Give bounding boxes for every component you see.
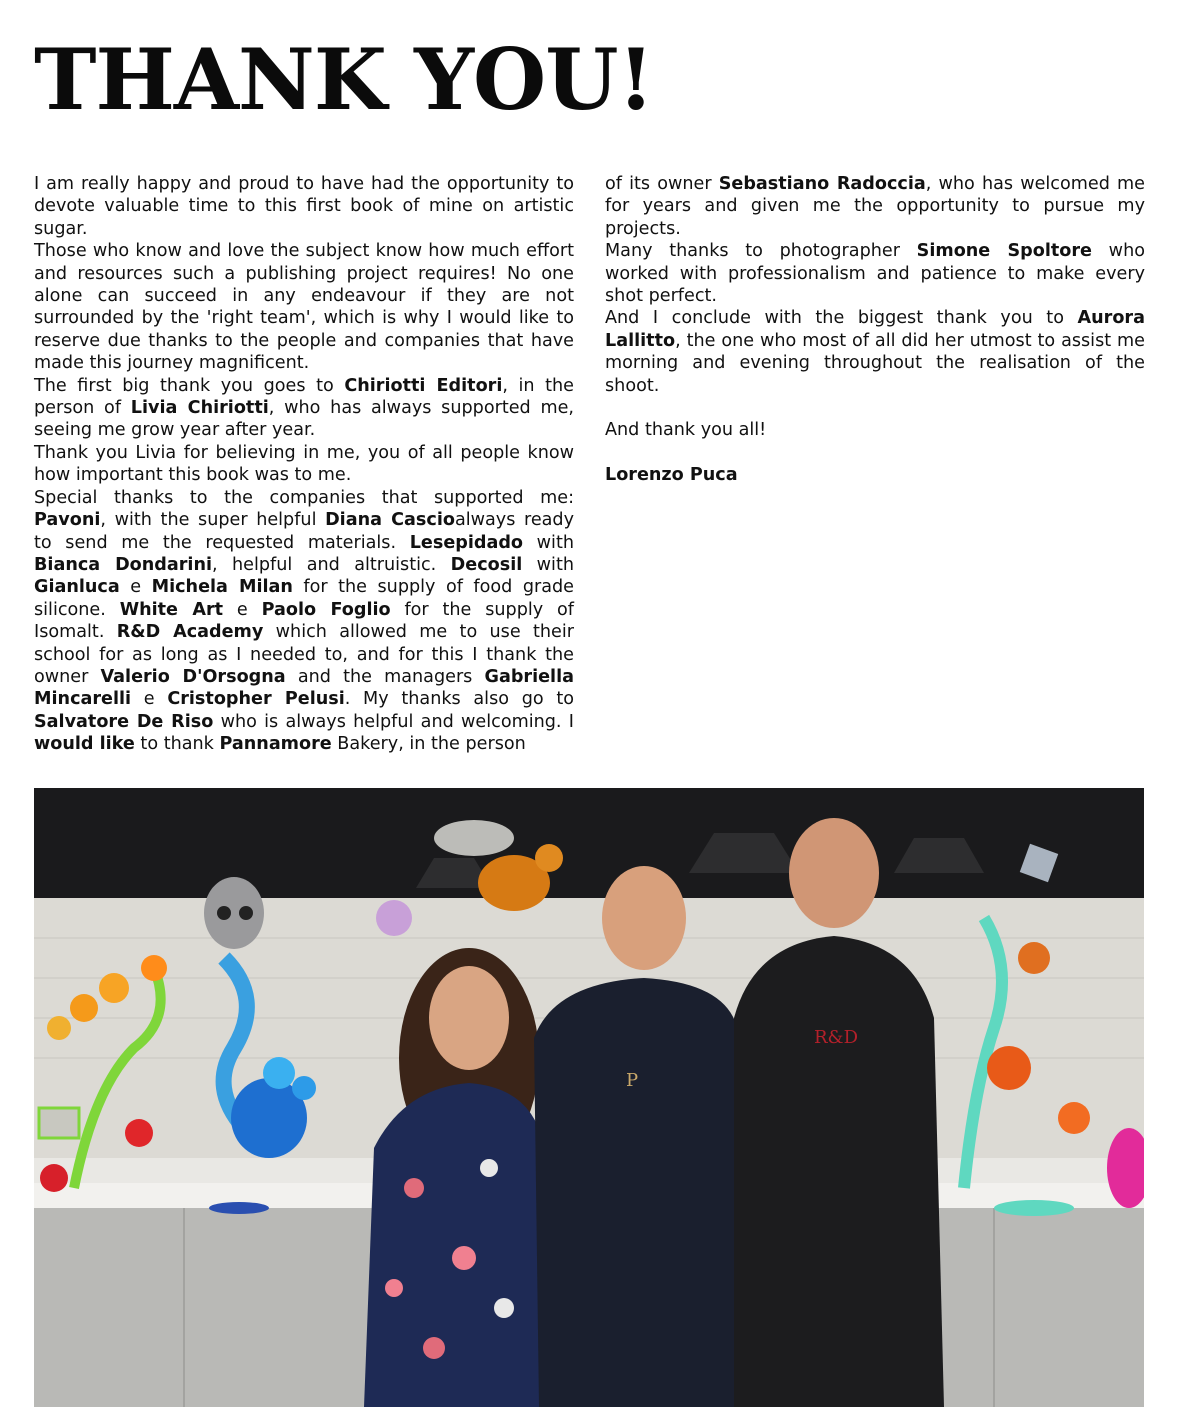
- bold-name: Salvatore De Riso: [34, 711, 214, 732]
- bold-name: Pavoni: [34, 510, 101, 531]
- text-run: with: [523, 532, 574, 553]
- paragraph: [605, 173, 1145, 240]
- text-run: , who has welcomed me for years and given me the opportunity to pursue my projects.: [605, 174, 1145, 239]
- text-run: to thank: [134, 734, 220, 755]
- text-run: who is always helpful and welcoming. I: [213, 711, 574, 732]
- text-run: always ready to send me the requested materials.: [34, 510, 575, 553]
- text-run: who worked with professionalism and patience to make every shot perfect.: [605, 241, 1145, 307]
- paragraph: [34, 442, 574, 487]
- text-run: Bakery, in the person: [331, 734, 526, 755]
- text-run: , who has always supported me, seeing me grow year after year.: [34, 398, 575, 441]
- bold-name: Valerio D'Orsogna: [100, 666, 286, 687]
- bold-name: Chiriotti Editori: [344, 375, 503, 396]
- right-text-column: [605, 173, 1145, 487]
- bold-name: White Art: [119, 599, 224, 620]
- text-run: , with the super helpful: [100, 510, 326, 531]
- jacket-logo-left: P: [626, 1070, 639, 1091]
- text-run: And I conclude with the biggest thank you to: [605, 308, 1078, 329]
- bold-name: Michela Milan: [151, 577, 293, 598]
- bold-name: Paolo Foglio: [261, 599, 391, 620]
- text-run: Special thanks to the companies that supported me:: [34, 487, 574, 508]
- text-run: e: [119, 577, 152, 598]
- paragraph: [34, 173, 574, 240]
- text-run: Thank you Livia for believing in me, you of all people know how important this book was to me.: [34, 442, 574, 486]
- bold-name: Diana Cascio: [325, 510, 455, 531]
- paragraph: [34, 487, 574, 756]
- text-run: for the supply of Isomalt.: [34, 599, 574, 643]
- page-title: THANK YOU!: [34, 30, 654, 129]
- text-run: . My thanks also go to: [344, 689, 574, 710]
- jacket-logo-right: R&D: [814, 1027, 859, 1048]
- paragraph: [605, 307, 1145, 397]
- bold-name: Sebastiano Radoccia: [718, 174, 926, 194]
- text-run: and the managers: [285, 666, 485, 687]
- bold-name: Bianca Dondarini: [34, 554, 213, 575]
- paragraph: [605, 442, 1145, 464]
- text-run: Many thanks to photographer: [605, 241, 917, 262]
- text-run: of its owner: [605, 174, 719, 194]
- bold-name: Gianluca: [34, 577, 120, 598]
- text-run: for the supply of food grade silicone.: [34, 577, 574, 620]
- text-run: I am really happy and proud to have had the opportunity to devote valuable time to this first book of mine on artistic sugar.: [34, 174, 574, 239]
- text-run: Those who know and love the subject know how much effort and resources such a publishing project requires! No one alone can succeed in any endeavour if they are not surrounded by the 'right team', which is why I would like to reserve due thanks to the people and companies that have made this journey magnificent.: [34, 241, 574, 374]
- bold-name: Aurora Lallitto: [605, 308, 1145, 351]
- paragraph: [34, 240, 574, 374]
- bold-name: Pannamore: [219, 734, 332, 755]
- left-text-column: [34, 173, 574, 756]
- text-run: which allowed me to use their school for as long as I needed to, and for this I thank the owner: [34, 622, 574, 687]
- text-run: , in the person of: [34, 375, 574, 419]
- text-run: e: [223, 599, 262, 620]
- bold-name: Lesepidado: [409, 532, 524, 553]
- text-run: e: [131, 689, 168, 710]
- paragraph: [605, 240, 1145, 307]
- bold-name: Decosil: [450, 554, 523, 575]
- text-run: with: [522, 554, 574, 575]
- text-run: And thank you all!: [605, 420, 767, 441]
- bold-name: Cristopher Pelusi: [167, 689, 345, 710]
- bold-name: Simone Spoltore: [916, 241, 1092, 262]
- paragraph: [34, 375, 574, 442]
- group-photo: [34, 788, 1144, 1407]
- text-run: , helpful and altruistic.: [212, 554, 451, 575]
- paragraph: [605, 419, 1145, 441]
- bold-name: Gabriella Mincarelli: [34, 666, 574, 710]
- paragraph: [605, 464, 1145, 486]
- text-run: , the one who most of all did her utmost to assist me morning and evening throughout the realisation of the shoot.: [605, 330, 1145, 396]
- bold-name: Livia Chiriotti: [130, 398, 269, 419]
- paragraph: [605, 397, 1145, 419]
- text-run: The first big thank you goes to: [34, 375, 345, 396]
- bold-name: would like: [34, 734, 135, 755]
- bold-name: R&D Academy: [116, 622, 264, 643]
- bold-name: Lorenzo Puca: [605, 465, 738, 486]
